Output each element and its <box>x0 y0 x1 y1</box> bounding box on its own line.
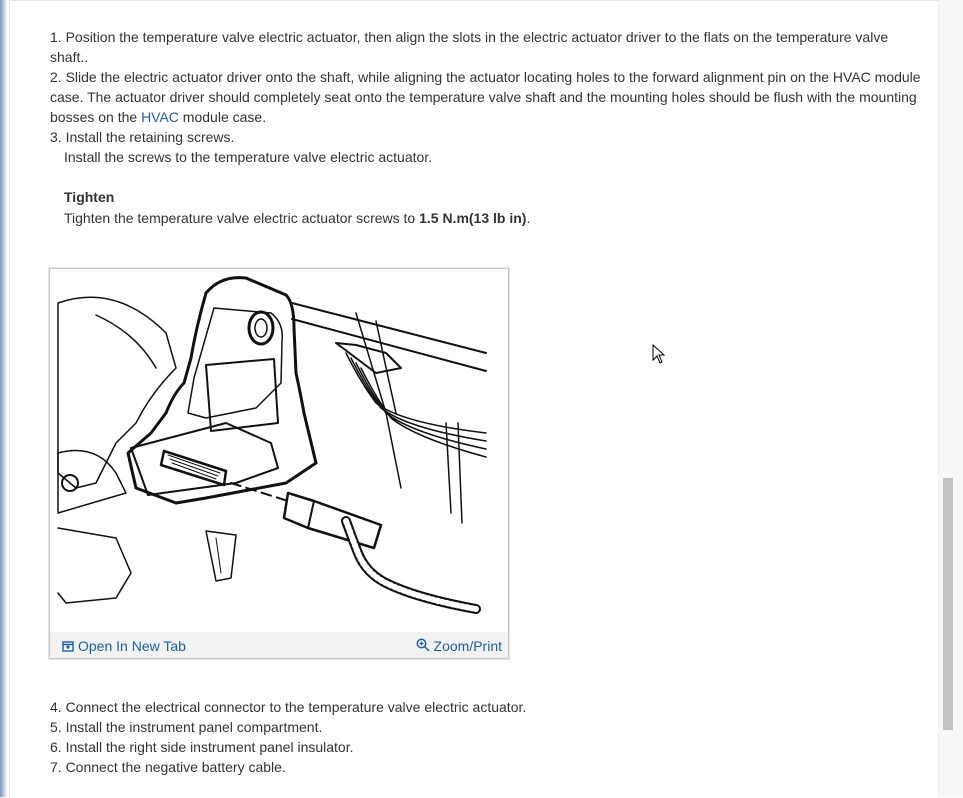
step-4: 4. Connect the electrical connector to the temperature valve electric actuator. <box>50 699 527 715</box>
step-7: 7. Connect the negative battery cable. <box>50 759 286 775</box>
step-3-detail: Install the screws to the temperature valve electric actuator. <box>64 149 433 165</box>
actuator-illustration <box>56 273 502 629</box>
vertical-scrollbar[interactable] <box>938 0 963 797</box>
mouse-pointer-icon <box>652 344 666 364</box>
zoom-print-link[interactable]: Zoom/Print <box>416 637 502 655</box>
open-in-new-tab-link[interactable]: Open In New Tab <box>62 637 186 655</box>
tighten-heading: Tighten <box>64 189 115 205</box>
hvac-link[interactable]: HVAC <box>141 109 179 125</box>
step-6: 6. Install the right side instrument panel insulator. <box>50 739 354 755</box>
torque-value: 1.5 N.m(13 lb in) <box>419 210 527 226</box>
step-5: 5. Install the instrument panel compartment. <box>50 719 323 735</box>
open-new-tab-icon <box>62 640 74 652</box>
tighten-spec: Tighten the temperature valve electric actuator screws to 1.5 N.m(13 lb in). <box>64 210 531 226</box>
illustration-figure <box>49 268 509 659</box>
step-3: 3. Install the retaining screws. <box>50 129 235 145</box>
scrollbar-thumb[interactable] <box>943 478 953 730</box>
article-content <box>9 0 940 798</box>
magnifier-icon <box>416 638 430 652</box>
figure-toolbar <box>50 632 508 658</box>
window-left-edge <box>0 0 7 797</box>
step-1: 1. Position the temperature valve electric actuator, then align the slots in the electric actuator driver to the flats on the temperature valve shaft.. <box>50 29 889 65</box>
step-2: 2. Slide the electric actuator driver onto the shaft, while aligning the actuator locating holes to the forward alignment pin on the HVAC module case. The actuator driver should completely seat onto the temperature valve shaft and the mounting holes should be flush with the mounting bosses on the HVAC module case. <box>50 69 921 125</box>
